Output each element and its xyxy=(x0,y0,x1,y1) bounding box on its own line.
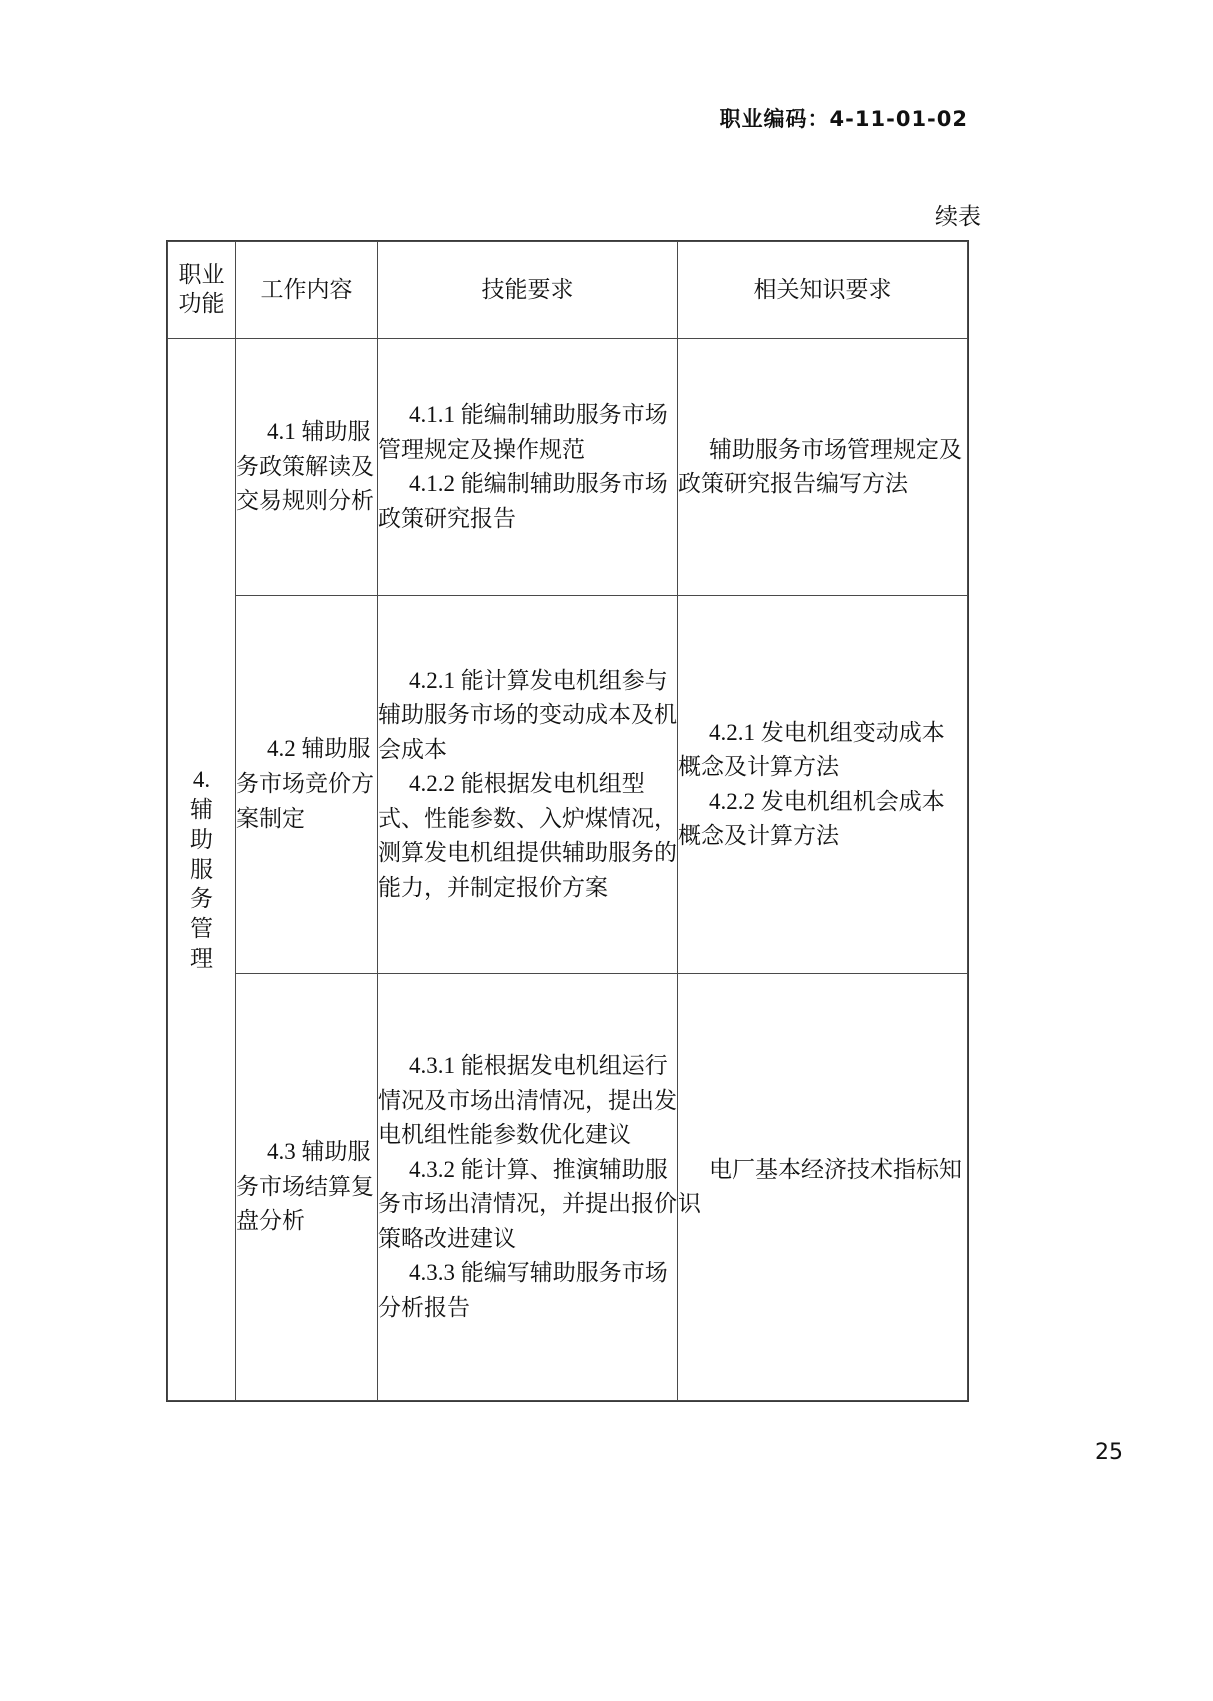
function-group-label: 4.辅助服务管理 xyxy=(189,766,213,972)
table-row xyxy=(168,974,968,1401)
skill-requirement-cell xyxy=(378,596,678,974)
knowledge-item: 4.2.2 发电机组机会成本概念及计算方法 xyxy=(678,788,945,848)
skill-requirement-cell xyxy=(378,974,678,1401)
spec-table-container xyxy=(167,241,967,1401)
column-header-work-content: 工作内容 xyxy=(236,242,378,339)
work-content-text: 4.3 辅助服务市场结算复盘分析 xyxy=(236,1138,374,1234)
function-group-cell xyxy=(168,339,236,1401)
column-header-function-line2: 功能 xyxy=(178,291,225,316)
column-header-skill-requirement: 技能要求 xyxy=(378,242,678,339)
occupational-spec-table xyxy=(167,241,968,1401)
table-row xyxy=(168,339,968,596)
occupation-code-header: 职业编码：4-11-01-02 xyxy=(719,107,968,131)
skill-item: 4.3.1 能根据发电机组运行情况及市场出清情况，提出发电机组性能参数优化建议 xyxy=(378,1053,677,1147)
skill-item: 4.2.1 能计算发电机组参与辅助服务市场的变动成本及机会成本 xyxy=(378,667,677,762)
column-header-function xyxy=(168,242,236,339)
skill-item: 4.1.2 能编制辅助服务市场政策研究报告 xyxy=(378,471,668,531)
skill-item: 4.2.2 能根据发电机组型式、性能参数、入炉煤情况，测算发电机组提供辅助服务的能力，并制定报价方案 xyxy=(378,771,677,900)
skill-item: 4.3.2 能计算、推演辅助服务市场出清情况，并提出报价策略改进建议 xyxy=(378,1156,677,1251)
work-content-text: 4.2 辅助服务市场竞价方案制定 xyxy=(236,736,374,831)
column-header-knowledge-requirement: 相关知识要求 xyxy=(678,242,968,339)
column-header-function-line1: 职业 xyxy=(178,262,225,288)
knowledge-item: 辅助服务市场管理规定及政策研究报告编写方法 xyxy=(678,436,963,496)
page-number: 25 xyxy=(1095,1440,1123,1465)
work-content-text: 4.1 辅助服务政策解读及交易规则分析 xyxy=(236,418,374,514)
skill-item: 4.1.1 能编制辅助服务市场管理规定及操作规范 xyxy=(378,402,668,462)
knowledge-requirement-cell xyxy=(678,974,968,1401)
work-content-cell xyxy=(236,596,378,974)
knowledge-requirement-cell xyxy=(678,596,968,974)
skill-item: 4.3.3 能编写辅助服务市场分析报告 xyxy=(378,1260,668,1320)
knowledge-item: 4.2.1 发电机组变动成本概念及计算方法 xyxy=(678,719,945,779)
continued-table-label: 续表 xyxy=(935,204,981,229)
table-header-row xyxy=(168,242,968,339)
work-content-cell xyxy=(236,974,378,1401)
skill-requirement-cell xyxy=(378,339,678,596)
work-content-cell xyxy=(236,339,378,596)
knowledge-item: 电厂基本经济技术指标知识 xyxy=(678,1156,963,1216)
table-row xyxy=(168,596,968,974)
knowledge-requirement-cell xyxy=(678,339,968,596)
